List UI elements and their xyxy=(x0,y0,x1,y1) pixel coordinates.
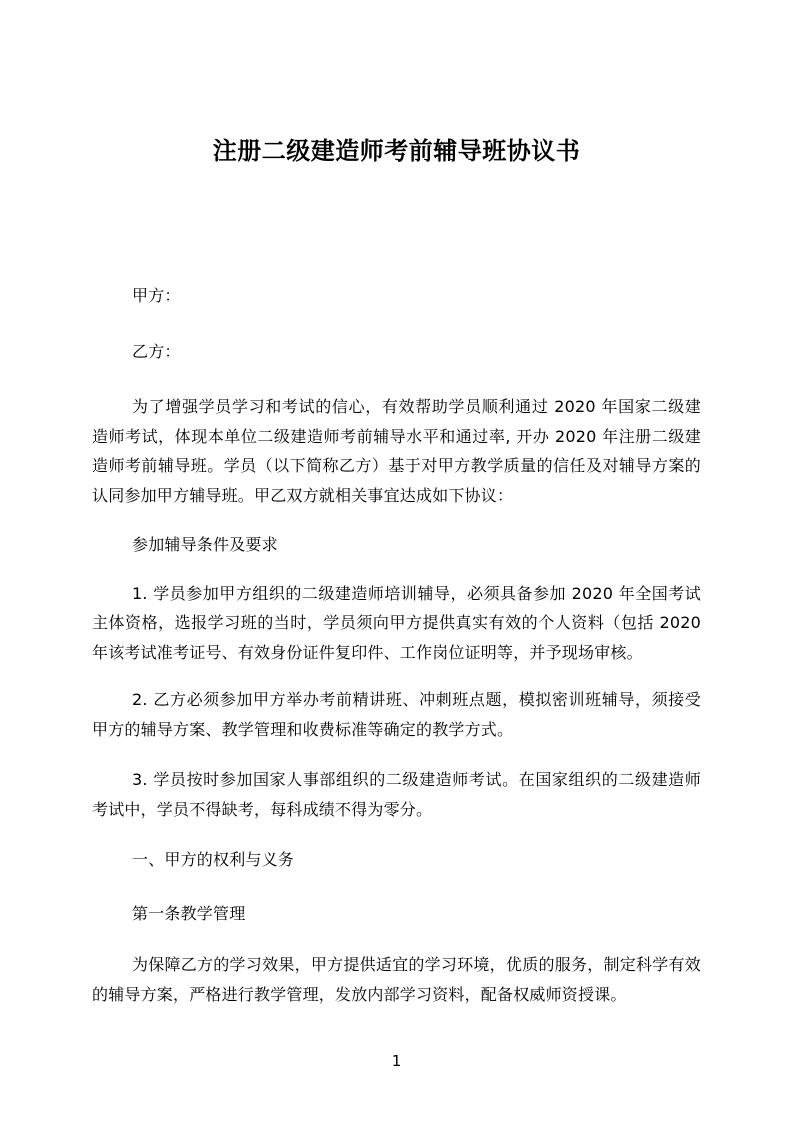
chapter-heading: 一、甲方的权利与义务 xyxy=(132,850,295,869)
party-b-line: 乙方： xyxy=(132,341,181,361)
clause-item-1: 1. 学员参加甲方组织的二级建造师培训辅导，必须具备参加 2020 年全国考试主体资格，选报学习班的当时，学员须向甲方提供真实有效的个人资料（包括 2020 年该考试准考证号、有效身份证件复印件、工作岗位证明等，并予现场审核。 xyxy=(92,583,701,662)
intro-paragraph: 为了增强学员学习和考试的信心，有效帮助学员顺利通过 2020 年国家二级建造师考试，体现本单位二级建造师考前辅导水平和通过率, 开办 2020 年注册二级建造师考前辅导班。学员（以下简称乙方）基于对甲方教学质量的信任及对辅导方案的认同参加甲方辅导班。甲乙双方就相关事宜达成如下协议： xyxy=(92,397,701,505)
section-heading: 参加辅导条件及要求 xyxy=(132,535,278,554)
clause-item-3: 3. 学员按时参加国家人事部组织的二级建造师考试。在国家组织的二级建造师考试中，学员不得缺考，每科成绩不得为零分。 xyxy=(92,770,701,819)
page-number: 1 xyxy=(391,1052,402,1070)
clause-item-2: 2. 乙方必须参加甲方举办考前精讲班、冲刺班点题，模拟密训班辅导，须接受甲方的辅导方案、教学管理和收费标准等确定的教学方式。 xyxy=(92,690,701,739)
article-paragraph: 为保障乙方的学习效果，甲方提供适宜的学习环境，优质的服务，制定科学有效的辅导方案，严格进行教学管理，发放内部学习资料，配备权威师资授课。 xyxy=(92,955,701,1004)
document-title: 注册二级建造师考前辅导班协议书 xyxy=(212,137,581,165)
article-heading: 第一条教学管理 xyxy=(132,903,246,923)
party-a-line: 甲方： xyxy=(132,286,181,305)
